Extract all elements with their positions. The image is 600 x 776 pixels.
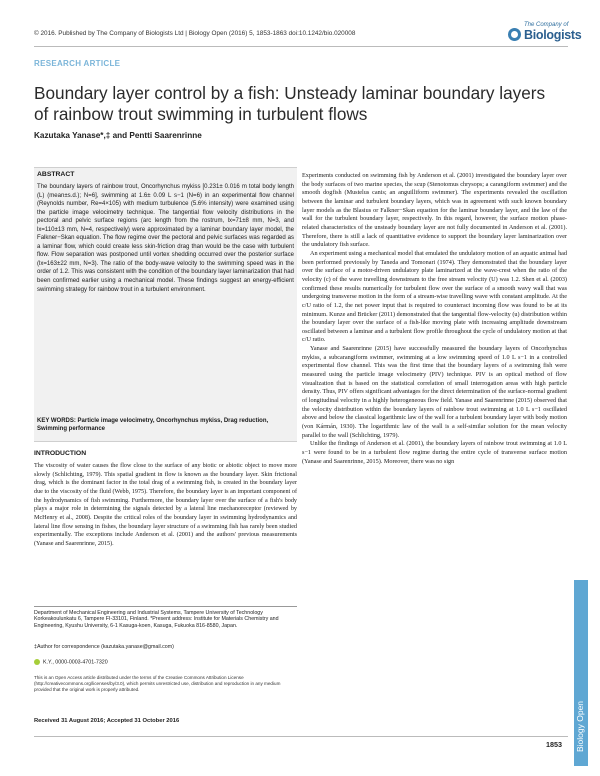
logo-mark-icon <box>508 28 521 41</box>
header-divider <box>34 46 568 47</box>
article-type-label: RESEARCH ARTICLE <box>34 59 121 68</box>
received-dates: Received 31 August 2016; Accepted 31 October 2016 <box>34 718 180 724</box>
body-paragraph: Unlike the findings of Anderson et al. (2001), the boundary layers of rainbow trout swimming at 1.0 L s−1 were found to be in a turbulent flow regime during the entire cycle of transverse surface motion (Yanase and Saarenrinne, 2015). Moreover, there was no sign <box>302 440 567 465</box>
introduction-heading: INTRODUCTION <box>34 450 87 457</box>
logo-text-line1: The Company of <box>524 22 569 28</box>
keywords: KEY WORDS: Particle image velocimetry, Oncorhynchus mykiss, Drag reduction, Swimming performance <box>37 418 269 433</box>
orcid-line <box>34 659 108 665</box>
right-column-body <box>302 172 567 466</box>
logo-text-line2: Biologists <box>524 28 582 42</box>
introduction-text: The viscosity of water causes the flow close to the surface of any biotic or abiotic object to move more slowly (Schlichting, 1979). This spatial gradient in flow is known as the boundary layer. Skin frictional drag, which is the dominant factor in the total drag of a swimming fish, is created in the boundary layer due to the viscosity of the fluid (Webb, 1975). Therefore, the boundary layer is an important component of the hydrodynamics of fish swimming. Furthermore, the boundary layer over the surface of a fish's body plays a major role in determining the signals detected by a lateral line mechanoreceptor (reviewed by McHenry et al., 2008). Despite the critical roles of the boundary layer in swimming hydrodynamics and lateral line flow sensing in fishes, the boundary layer structure of a swimming fish has rarely been studied experimentally. The exceptions include Anderson et al. (2001) and the authors' previous measurements (Yanase and Saarenrinne, 2015). <box>34 463 297 547</box>
journal-citation-header: © 2016. Published by The Company of Biologists Ltd | Biology Open (2016) 5, 1853-1863 doi:10.1242/bio.020008 <box>34 30 356 37</box>
body-paragraph: An experiment using a mechanical model that emulated the undulatory motion of an aquatic animal had been performed previously by Taneda and Tomonari (1974). They demonstrated that the boundary layer over the surface of a motor-driven undulatory plate laminarized at the wave-crest when the ratio of the velocity (c) of the wave travelling downstream to the free stream velocity (U) was 1.2. Shen et al. (2003) confirmed these results numerically for turbulent flow over the surface of a smooth wavy wall that was undergoing transverse motion in the form of a stream-wise travelling wave with constant amplitude. At the c/U ratio of 1.2, the net power input that is required to counteract incoming flow was found to be at its minimum. Kunze and Brücker (2011) demonstrated that the tangential flow-velocity (u) distribution within the boundary layer over the surface of a fish-like moving plate with increasing amplitude downstream oscillated between a laminar and a turbulent flow profile throughout the cycle of undulatory motion at that c/U ratio. <box>302 249 567 344</box>
abstract-text: The boundary layers of rainbow trout, Oncorhynchus mykiss [0.231± 0.016 m total body length (L) (mean±s.d.); N=6], swimming at 1.6± 0.09 L s−1 (N=6) in an experimental flow channel (Reynolds number, Re=4×105) with medium turbulence (5.6% intensity) were examined using the particle image velocimetry technique. The tangential flow velocity distributions in the pectoral and pelvic surface regions (arc length from the rostrum, lx=71±8 mm, N=3, and lx=110±13 mm, N=4, respectively) were approximated by a laminar boundary layer model, the Falkner−Skan equation. The flow regime over the pectoral and pelvic surfaces was regarded as a laminar flow, which could create less skin-friction drag than would be the case with turbulent flow. Flow separation was postponed until vortex shedding occurred over the posterior surface (lx=163±22 mm, N=3). The ratio of the body-wave velocity to the swimming speed was in the order of 1.2. This was consistent with the condition of the boundary layer laminarization that had been confirmed earlier using a mechanical model. These findings suggest an energy-efficient swimming strategy for rainbow trout in a turbulent environment. <box>37 184 294 293</box>
sidebar-label: Biology Open <box>575 700 585 752</box>
journal-sidebar-tab <box>574 580 588 766</box>
author-list: Kazutaka Yanase*,‡ and Pentti Saarenrinne <box>34 131 202 140</box>
affiliations-footnote: Department of Mechanical Engineering and Industrial Systems, Tampere University of Technology Korkeakoulunkatu 6, Tampere FI-33101, Finland. *Present address: Institute for Materials Chemistry and Engineering, Kyushu University, 6-1 Kasuga-koen, Kasuga, Fukuoka 816-8580, Japan. <box>34 610 279 629</box>
correspondence-footnote: ‡Author for correspondence (kazutaka.yanase@gmail.com) <box>34 644 174 650</box>
license-note: This is an Open Access article distributed under the terms of the Creative Commons Attribution License (http://creativecommons.org/licenses/by/3.0), which permits unrestricted use, distribution and reproduction in any medium provided that the original work is properly attributed. <box>34 675 281 693</box>
body-paragraph: Yanase and Saarenrinne (2015) have successfully measured the boundary layers of Oncorhynchus mykiss, a subcarangiform swimmer, swimming at a low swimming speed of 1.0 L s−1 in a controlled experimental flow channel. This was the first time that the boundary layers of a swimming fish were measured using the particle image velocimetry (PIV) technique. PIV is an optical method of flow visualization that is based on the statistical correlation of small interrogation areas with high particle density. Thus, PIV offers significant advantages for the direct determination of the surface-normal gradient of longitudinal velocity in a highly heterogeneous flow field. Yanase and Saarenrinne (2015) observed that the velocity distribution within the boundary layers of rainbow trout swimming at 1.0 L s−1 oscillated above and below the classical logarithmic law of the wall for a turbulent boundary layer with body motion (von Kármán, 1930). The logarithmic law of the wall is a self-similar solution for the mean velocity parallel to the wall (Schlichting, 1979). <box>302 345 567 439</box>
orcid-id[interactable]: K.Y., 0000-0003-4701-7320 <box>43 659 108 666</box>
footnote-divider <box>34 606 297 607</box>
body-paragraph: Experiments conducted on swimming fish by Anderson et al. (2001) investigated the boundary layer over the body surfaces of two marine species, the scup (Stenotomus chrysops; a carangiform swimmer) and the smooth dogfish (Mustelus canis; an anguilliform swimmer). The experiments revealed the oscillation between the laminar and turbulent boundary layers, which was in agreement with such known boundary layer models as the Blasius or Falkner−Skan equation for the laminar boundary layer, and the law of the wall for the turbulent boundary layer, respectively. In this regard, however, the surface motion phase-related characteristics of the unsteady boundary layer are not fully documented in Anderson et al. (2001). Therefore, there is still a lack of quantitative evidence to support the boundary layer laminarization over the undulatory fish surface. <box>302 172 567 249</box>
article-title: Boundary layer control by a fish: Unsteady laminar boundary layers of rainbow trout swimming in turbulent flows <box>34 83 546 124</box>
footer-divider <box>34 736 568 737</box>
abstract-heading: ABSTRACT <box>37 171 75 178</box>
orcid-icon <box>34 659 40 665</box>
publisher-logo <box>506 22 582 48</box>
page-number: 1853 <box>546 740 562 749</box>
